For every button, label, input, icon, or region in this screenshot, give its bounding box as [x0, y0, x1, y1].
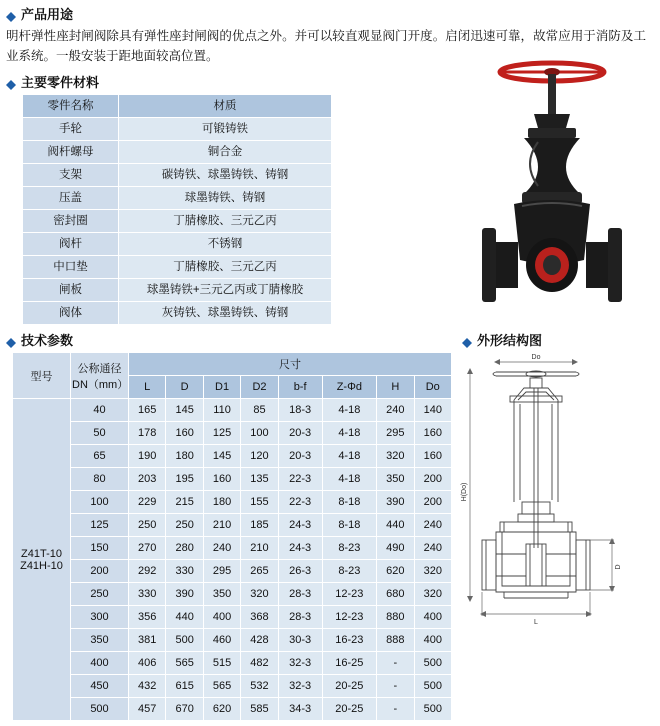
section-title-usage: 产品用途 [21, 7, 74, 22]
tech-D1: 400 [203, 606, 240, 629]
tech-Do: 320 [414, 583, 451, 606]
table-header-row [13, 353, 452, 376]
table-row [13, 399, 452, 422]
part-name: 手轮 [23, 118, 119, 141]
tech-Do: 200 [414, 491, 451, 514]
tech-Do: 500 [414, 652, 451, 675]
tech-bf: 24-3 [278, 537, 322, 560]
table-row [13, 422, 452, 445]
materials-header-material: 材质 [119, 95, 332, 118]
tech-dn: 350 [71, 629, 129, 652]
tech-L: 406 [129, 652, 166, 675]
tech-zd: 4-18 [322, 422, 377, 445]
tech-header-Do: Do [414, 376, 451, 399]
part-material: 丁腈橡胶、三元乙丙 [119, 210, 332, 233]
tech-dn: 400 [71, 652, 129, 675]
tech-zd: 16-23 [322, 629, 377, 652]
section-title-tech: 技术参数 [21, 333, 74, 348]
tech-bf: 26-3 [278, 560, 322, 583]
tech-H: 620 [377, 560, 414, 583]
tech-dn: 200 [71, 560, 129, 583]
section-heading-tech [6, 330, 73, 349]
tech-header-dn-line2: DN（mm） [72, 378, 129, 391]
tech-D2: 265 [241, 560, 278, 583]
part-material: 灰铸铁、球墨铸铁、铸钢 [119, 302, 332, 325]
tech-D: 215 [166, 491, 203, 514]
tech-header-D2: D2 [241, 376, 278, 399]
tech-D1: 620 [203, 698, 240, 721]
tech-L: 250 [129, 514, 166, 537]
tech-D2: 100 [241, 422, 278, 445]
tech-Do: 400 [414, 629, 451, 652]
tech-model-1: Z41T-10 [21, 547, 62, 560]
table-row [23, 187, 332, 210]
tech-D1: 110 [203, 399, 240, 422]
tech-H: 390 [377, 491, 414, 514]
tech-header-L: L [129, 376, 166, 399]
tech-table-wrapper [12, 352, 452, 721]
tech-D: 195 [166, 468, 203, 491]
part-name: 闸板 [23, 279, 119, 302]
tech-L: 432 [129, 675, 166, 698]
part-name: 中口垫 [23, 256, 119, 279]
tech-D: 145 [166, 399, 203, 422]
tech-dn: 125 [71, 514, 129, 537]
table-row [23, 302, 332, 325]
tech-D2: 135 [241, 468, 278, 491]
tech-Do: 240 [414, 514, 451, 537]
dimension-label-l: L [534, 619, 538, 626]
tech-Do: 200 [414, 468, 451, 491]
tech-D1: 240 [203, 537, 240, 560]
tech-dn: 50 [71, 422, 129, 445]
tech-zd: 8-18 [322, 514, 377, 537]
tech-header-dn-line1: 公称通径 [77, 362, 122, 375]
tech-header-D: D [166, 376, 203, 399]
tech-H: 680 [377, 583, 414, 606]
tech-Do: 240 [414, 537, 451, 560]
tech-zd: 4-18 [322, 445, 377, 468]
tech-L: 292 [129, 560, 166, 583]
tech-H: - [377, 652, 414, 675]
tech-zd: 4-18 [322, 399, 377, 422]
tech-zd: 20-25 [322, 698, 377, 721]
tech-H: - [377, 698, 414, 721]
tech-header-H: H [377, 376, 414, 399]
tech-L: 203 [129, 468, 166, 491]
product-photo [452, 46, 652, 318]
tech-Do: 500 [414, 698, 451, 721]
tech-D2: 320 [241, 583, 278, 606]
part-name: 支架 [23, 164, 119, 187]
tech-D1: 565 [203, 675, 240, 698]
tech-bf: 20-3 [278, 422, 322, 445]
tech-D: 500 [166, 629, 203, 652]
part-material: 不锈钢 [119, 233, 332, 256]
tech-header-dn [71, 353, 129, 399]
section-heading-outline [462, 330, 542, 349]
tech-header-zd: Z-Φd [322, 376, 377, 399]
tech-D1: 180 [203, 491, 240, 514]
tech-bf: 22-3 [278, 491, 322, 514]
tech-dn: 500 [71, 698, 129, 721]
tech-D2: 210 [241, 537, 278, 560]
tech-header-D1: D1 [203, 376, 240, 399]
part-material: 丁腈橡胶、三元乙丙 [119, 256, 332, 279]
tech-D: 160 [166, 422, 203, 445]
tech-D: 180 [166, 445, 203, 468]
tech-D2: 155 [241, 491, 278, 514]
tech-Do: 160 [414, 445, 451, 468]
tech-D2: 482 [241, 652, 278, 675]
tech-D: 280 [166, 537, 203, 560]
tech-H: 240 [377, 399, 414, 422]
table-row [13, 629, 452, 652]
diamond-bullet-icon [462, 333, 472, 343]
tech-D1: 460 [203, 629, 240, 652]
tech-H: 490 [377, 537, 414, 560]
tech-D1: 295 [203, 560, 240, 583]
table-row [13, 445, 452, 468]
table-row [13, 652, 452, 675]
table-row [13, 560, 452, 583]
tech-Do: 140 [414, 399, 451, 422]
dimension-label-h: H(Do) [461, 482, 468, 502]
tech-D1: 210 [203, 514, 240, 537]
tech-L: 381 [129, 629, 166, 652]
gate-valve-photo-illustration [452, 46, 652, 318]
tech-D2: 368 [241, 606, 278, 629]
materials-header-name: 零件名称 [23, 95, 119, 118]
tech-Do: 160 [414, 422, 451, 445]
tech-H: 295 [377, 422, 414, 445]
tech-D2: 85 [241, 399, 278, 422]
tech-L: 457 [129, 698, 166, 721]
tech-bf: 24-3 [278, 514, 322, 537]
tech-zd: 20-25 [322, 675, 377, 698]
table-row [23, 233, 332, 256]
outline-structure-drawing [452, 352, 652, 682]
tech-D1: 125 [203, 422, 240, 445]
tech-D1: 515 [203, 652, 240, 675]
tech-bf: 28-3 [278, 606, 322, 629]
tech-zd: 4-18 [322, 468, 377, 491]
table-row [13, 468, 452, 491]
tech-dn: 450 [71, 675, 129, 698]
section-title-outline: 外形结构图 [477, 333, 543, 348]
tech-bf: 32-3 [278, 652, 322, 675]
tech-header-model: 型号 [13, 353, 71, 399]
tech-dn: 100 [71, 491, 129, 514]
table-row [13, 514, 452, 537]
part-material: 碳铸铁、球墨铸铁、铸钢 [119, 164, 332, 187]
tech-params-table [12, 352, 452, 721]
tech-Do: 400 [414, 606, 451, 629]
table-row [23, 141, 332, 164]
tech-H: 320 [377, 445, 414, 468]
tech-model-cell [13, 399, 71, 721]
table-row [13, 583, 452, 606]
table-row [13, 698, 452, 721]
tech-bf: 18-3 [278, 399, 322, 422]
tech-L: 190 [129, 445, 166, 468]
tech-D: 670 [166, 698, 203, 721]
tech-L: 356 [129, 606, 166, 629]
tech-header-bf: b-f [278, 376, 322, 399]
diamond-bullet-icon [6, 75, 16, 85]
table-row [23, 164, 332, 187]
part-name: 阀体 [23, 302, 119, 325]
usage-paragraph: 明杆弹性座封闸阀除具有弹性座封闸阀的优点之外。并可以较直观显阀门开度。启闭迅速可靠，故常应用于消防及工业系统。一般安装于距地面较高位置。 [6, 29, 646, 63]
table-row [23, 118, 332, 141]
tech-D2: 185 [241, 514, 278, 537]
dimension-label-d: D [615, 564, 622, 570]
tech-H: - [377, 675, 414, 698]
tech-bf: 34-3 [278, 698, 322, 721]
tech-bf: 28-3 [278, 583, 322, 606]
table-row [13, 491, 452, 514]
diamond-bullet-icon [6, 333, 16, 343]
tech-Do: 500 [414, 675, 451, 698]
tech-zd: 8-18 [322, 491, 377, 514]
tech-D1: 145 [203, 445, 240, 468]
tech-zd: 12-23 [322, 606, 377, 629]
tech-H: 350 [377, 468, 414, 491]
tech-zd: 8-23 [322, 560, 377, 583]
part-name: 压盖 [23, 187, 119, 210]
tech-bf: 22-3 [278, 468, 322, 491]
tech-bf: 32-3 [278, 675, 322, 698]
tech-dn: 300 [71, 606, 129, 629]
part-name: 密封圈 [23, 210, 119, 233]
tech-dn: 65 [71, 445, 129, 468]
tech-D1: 160 [203, 468, 240, 491]
tech-dn: 150 [71, 537, 129, 560]
table-row [23, 256, 332, 279]
materials-table-wrapper [22, 94, 332, 325]
tech-H: 880 [377, 606, 414, 629]
tech-D: 565 [166, 652, 203, 675]
part-material: 球墨铸铁、铸钢 [119, 187, 332, 210]
table-header-row [23, 95, 332, 118]
table-row [23, 210, 332, 233]
tech-zd: 16-25 [322, 652, 377, 675]
tech-model-2: Z41H-10 [20, 559, 63, 572]
table-row [13, 537, 452, 560]
tech-D: 390 [166, 583, 203, 606]
tech-L: 178 [129, 422, 166, 445]
tech-D2: 532 [241, 675, 278, 698]
table-row [13, 606, 452, 629]
tech-D2: 585 [241, 698, 278, 721]
tech-D2: 428 [241, 629, 278, 652]
tech-D1: 350 [203, 583, 240, 606]
tech-D: 330 [166, 560, 203, 583]
tech-D: 615 [166, 675, 203, 698]
tech-L: 330 [129, 583, 166, 606]
dimension-label-do: Do [531, 354, 541, 361]
tech-header-size-group: 尺寸 [129, 353, 452, 376]
materials-table [22, 94, 332, 325]
section-title-materials: 主要零件材料 [21, 75, 100, 90]
tech-H: 440 [377, 514, 414, 537]
tech-zd: 12-23 [322, 583, 377, 606]
tech-zd: 8-23 [322, 537, 377, 560]
tech-L: 270 [129, 537, 166, 560]
tech-D: 250 [166, 514, 203, 537]
tech-L: 229 [129, 491, 166, 514]
table-row [13, 675, 452, 698]
part-name: 阀杆螺母 [23, 141, 119, 164]
tech-dn: 250 [71, 583, 129, 606]
diamond-bullet-icon [6, 7, 16, 17]
tech-bf: 30-3 [278, 629, 322, 652]
section-heading-materials [6, 72, 99, 91]
part-material: 铜合金 [119, 141, 332, 164]
tech-D: 440 [166, 606, 203, 629]
tech-H: 888 [377, 629, 414, 652]
tech-Do: 320 [414, 560, 451, 583]
tech-dn: 80 [71, 468, 129, 491]
section-heading-usage [6, 4, 73, 23]
tech-bf: 20-3 [278, 445, 322, 468]
part-name: 阀杆 [23, 233, 119, 256]
valve-section-drawing [452, 352, 652, 682]
part-material: 可锻铸铁 [119, 118, 332, 141]
tech-L: 165 [129, 399, 166, 422]
part-material: 球墨铸铁+三元乙丙或丁腈橡胶 [119, 279, 332, 302]
tech-dn: 40 [71, 399, 129, 422]
table-row [23, 279, 332, 302]
tech-D2: 120 [241, 445, 278, 468]
